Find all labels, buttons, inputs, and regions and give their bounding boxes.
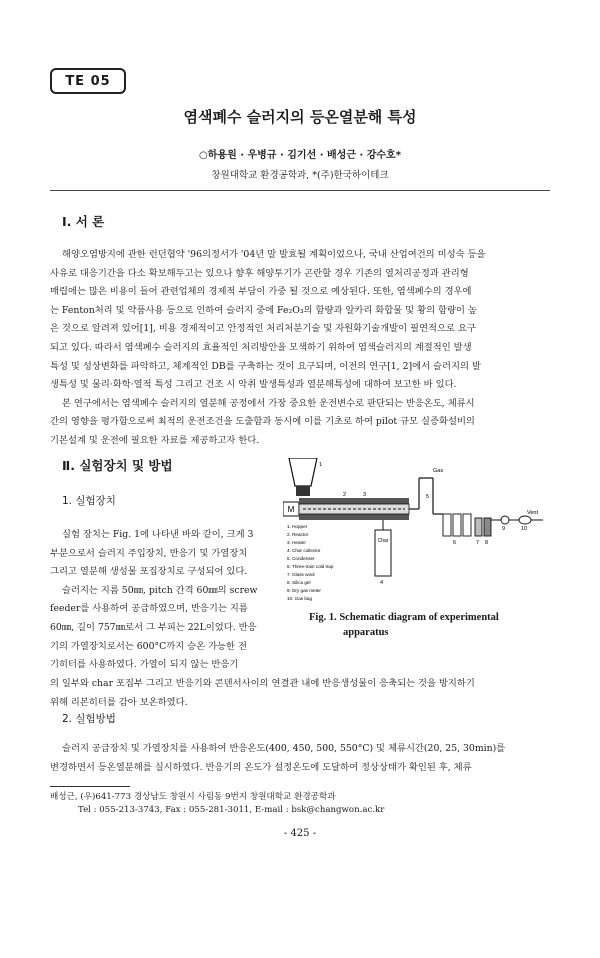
session-tag: TE 05 bbox=[50, 68, 126, 94]
hopper-neck bbox=[296, 486, 310, 496]
legend-item: 9. Dry gas meter bbox=[287, 588, 321, 593]
callout-2: 2 bbox=[343, 492, 347, 498]
title-divider bbox=[50, 190, 550, 191]
procedure-paragraph bbox=[50, 740, 550, 777]
apparatus-paragraph bbox=[50, 526, 272, 675]
legend-item: 4. Char collector bbox=[287, 548, 321, 553]
hopper-shape bbox=[289, 458, 317, 486]
text-line: 슬러지 공급장치 및 가열장치를 사용하여 반응온도(400, 450, 500, 550°C) 및 체류시간(20, 25, 30min)를 bbox=[62, 743, 506, 754]
char-collector bbox=[375, 530, 391, 576]
text-line: 위해 리본히터를 감아 보온하였다. bbox=[50, 696, 188, 708]
text-line: 부분으로서 슬러지 주입장치, 반응기 및 가열장치 bbox=[50, 547, 248, 559]
text-line: 되고 있다. 따라서 염색폐수 슬러지의 효율적인 처리방안을 모색하기 위하여 염색슬러지의 계절적인 발생 bbox=[50, 341, 472, 353]
affiliation: 창원대학교 환경공학과, *(주)한국하이테크 bbox=[211, 170, 389, 181]
text-line: 특성 및 성상변화를 파악하고, 체계적인 DB를 구축하는 것이 요구되며, 이전의 연구[1, 2]에서 슬러지의 발 bbox=[50, 360, 481, 372]
text-line: 기의 가열장치로서는 600°C까지 승온 가능한 전 bbox=[50, 640, 247, 652]
gas-bag bbox=[519, 516, 531, 524]
char-label: Char bbox=[377, 538, 389, 544]
cold-trap-1 bbox=[443, 514, 451, 536]
glass-wool bbox=[475, 518, 482, 536]
callout-8: 8 bbox=[485, 540, 489, 546]
legend-item: 10. Gas bag bbox=[287, 596, 313, 601]
cold-trap-2 bbox=[453, 514, 461, 536]
callout-10: 10 bbox=[521, 526, 528, 532]
text-line: 슬러지는 지름 50㎜, pitch 간격 60㎜의 screw bbox=[62, 584, 258, 596]
vent-label: Vent bbox=[527, 510, 539, 516]
subsection-heading-procedure: 2. 실험방법 bbox=[62, 713, 116, 725]
dry-gas-meter bbox=[501, 516, 509, 524]
text-line: 의 일부와 char 포집부 그리고 반응기와 콘덴서사이의 연결관 내에 반응생성물이 응축되는 것을 방지하기 bbox=[50, 678, 475, 689]
legend-item: 7. Glass wool bbox=[287, 572, 315, 577]
section-heading-methods: Ⅱ. 실험장치 및 방법 bbox=[62, 458, 173, 473]
text-line: 60㎜, 길이 757㎜로서 그 부피는 22L이었다. 반응 bbox=[50, 621, 257, 633]
footnote-divider bbox=[50, 786, 130, 787]
callout-1: 1 bbox=[319, 462, 323, 468]
paper-title: 염색폐수 슬러지의 등온열분해 특성 bbox=[183, 108, 417, 126]
text-line: 본 연구에서는 염색폐수 슬러지의 열분해 공정에서 가장 중요한 운전변수로 판단되는 반응온도, 체류시 bbox=[62, 397, 475, 409]
caption-line: apparatus bbox=[343, 627, 389, 638]
text-line: 는 Fenton처리 및 약품사용 등으로 인하여 슬러지 중에 Fe₂O₃의 함량과 알카리 화합물 및 황의 함량이 높 bbox=[50, 304, 477, 316]
apparatus-schematic bbox=[283, 458, 545, 608]
text-line: 매립에는 많은 비용이 들어 관련업체의 경제적 부담이 가중 될 것으로 예상된다. 또한, 염색폐수의 경우에 bbox=[50, 286, 472, 298]
legend-item: 2. Reactor bbox=[287, 532, 309, 537]
text-line: 은 것으로 알려져 있어[1], 비용 경제적이고 안정적인 처리처분기술 및 자원화기술개발이 필연적으로 요구 bbox=[50, 323, 476, 335]
text-line: feeder를 사용하여 공급하였으며, 반응기는 지름 bbox=[50, 603, 248, 615]
text-line: 생특성 및 물리·화학·열적 특성 그리고 건조 시 악취 발생특성과 열분해특성에 대하여 보고한 바 있다. bbox=[50, 379, 457, 391]
text-line: 기본설계 및 운전에 필요한 자료를 제공하고자 한다. bbox=[50, 434, 260, 446]
text-line: 그리고 열분해 생성물 포집장치로 구성되어 있다. bbox=[50, 566, 248, 578]
legend-item: 5. Condenser bbox=[287, 556, 315, 561]
silica-gel bbox=[484, 518, 491, 536]
figure-legend bbox=[287, 524, 334, 601]
section-heading-introduction: Ⅰ. 서 론 bbox=[62, 214, 105, 229]
page-number: - 425 - bbox=[283, 828, 317, 839]
callout-6: 6 bbox=[453, 540, 457, 546]
legend-item: 1. Hopper bbox=[287, 524, 308, 529]
text-line: 실험 장치는 Fig. 1에 나타낸 바와 같이, 크게 3 bbox=[62, 529, 254, 540]
callout-5: 5 bbox=[426, 494, 430, 500]
callout-3: 3 bbox=[363, 492, 367, 498]
text-line: 해양오염방지에 관한 런던협약 '96의정서가 '04년 말 발효될 계획이었으나, 국내 산업여건의 미성숙 등을 bbox=[62, 249, 486, 260]
figure-caption bbox=[309, 610, 549, 640]
text-line: 사유로 대응기간을 다소 확보해두고는 있으나 향후 해양투기가 곤란할 경우 기존의 열처리공정과 관리형 bbox=[50, 267, 469, 279]
legend-item: 6. Three-train cold trap bbox=[287, 564, 334, 569]
apparatus-paragraph-continued bbox=[50, 675, 550, 712]
text-line: 변경하면서 등온열분해를 실시하였다. 반응기의 온도가 설정온도에 도달하여 정상상태가 확인된 후, 체류 bbox=[50, 761, 472, 773]
legend-item: 3. Heater bbox=[287, 540, 306, 545]
callout-9: 9 bbox=[502, 526, 506, 532]
introduction-paragraph bbox=[50, 246, 550, 451]
subsection-heading-apparatus: 1. 실험장치 bbox=[62, 495, 116, 507]
motor-label: M bbox=[287, 505, 295, 514]
caption-line: Fig. 1. Schematic diagram of experimental bbox=[309, 612, 499, 623]
text-line: 간의 영향을 평가함으로써 최적의 운전조건을 도출함과 동시에 이를 기초로 하여 pilot 규모 실증화설비의 bbox=[50, 416, 475, 428]
callout-4: 4 bbox=[380, 580, 384, 586]
footnote-address: 배성근, (우)641-773 경상남도 창원시 사림동 9번지 창원대학교 환경공학과 bbox=[50, 792, 336, 802]
callout-7: 7 bbox=[476, 540, 480, 546]
footnote-contact: Tel : 055-213-3743, Fax : 055-281-3011, E-mail : bsk@changwon.ac.kr bbox=[78, 805, 385, 815]
legend-item: 8. Silica gel bbox=[287, 580, 311, 585]
text-line: 기히터를 사용하였다. 가열이 되지 않는 반응기 bbox=[50, 659, 239, 671]
cold-trap-3 bbox=[463, 514, 471, 536]
gas-label: Gas bbox=[433, 468, 444, 474]
author-list: ○하용원 · 우병규 · 김기선 · 배성근 · 강수호* bbox=[199, 150, 401, 161]
